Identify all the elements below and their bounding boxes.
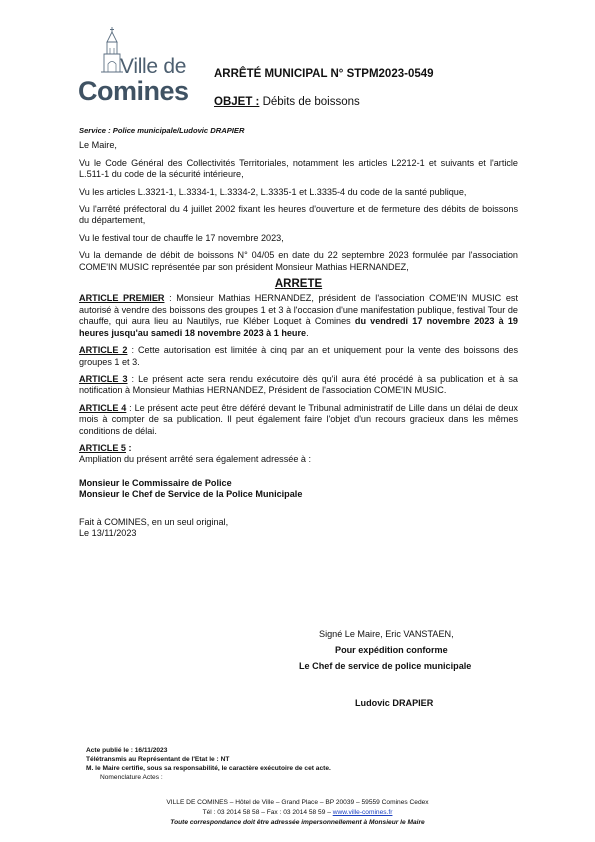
destinataires-list [79, 478, 518, 501]
service-line: Service : Police municipale/Ludovic DRAPIER [79, 126, 245, 135]
arrete-heading: ARRETE [274, 278, 323, 291]
nomenclature: Nomenclature Actes : [100, 774, 163, 781]
article-5 [79, 443, 518, 454]
footer-address: VILLE DE COMINES – Hôtel de Ville – Grand Place – BP 20039 – 59559 Comines Cedex [166, 799, 429, 806]
footer-tel-fax: Tél : 03 2014 58 58 – Fax : 03 2014 58 59 – [202, 809, 333, 816]
footer-note: Toute correspondance doit être adressée impersonnellement à Monsieur le Maire [170, 819, 425, 826]
article-premier-label: ARTICLE PREMIER [79, 293, 165, 304]
destinataire-item: Monsieur le Commissaire de Police [79, 477, 232, 488]
article-2-label: ARTICLE 2 [79, 345, 128, 356]
article-3-text: : Le présent acte sera rendu exécutoire dès qu'il aura été procédé à sa publication et à sa notification à Monsieur Mathias HERNANDEZ, Président de l'association COME'IN MUSIC. [79, 373, 518, 396]
destinataire-item: Monsieur le Chef de Service de la Police Municipale [79, 489, 303, 500]
ampliation-text: Ampliation du présent arrêté sera également adressée à : [79, 454, 312, 465]
vu-paragraph-5: Vu la demande de débit de boissons N° 04/05 en date du 22 septembre 2023 formulée par l'association COME'IN MUSIC représentée par son président Monsieur Mathias HERNANDEZ, [79, 250, 518, 272]
website-link[interactable]: www.ville-comines.fr [332, 809, 393, 816]
logo-ville-text: Ville de [120, 55, 187, 78]
vu-paragraph-1: Vu le Code Général des Collectivités Territoriales, notamment les articles L2212-1 et suivants et l'article L.511-1 du code de la sécurité intérieure, [79, 157, 518, 180]
article-premier-text: : Monsieur Mathias HERNANDEZ, président de l'association COME'IN MUSIC est autorisé à vendre des boissons des groupes 1 et 3 à l'occasion d'une manifestation publique, festival Tour de chauffe, qui aura lieu au Nautilys, rue Kléber Loquet à Comines [79, 293, 518, 327]
vu-paragraph-4: Vu le festival tour de chauffe le 17 novembre 2023, [79, 232, 284, 243]
chef-de-service: Le Chef de service de police municipale [299, 661, 472, 671]
expedition-conforme: Pour expédition conforme [335, 645, 448, 655]
article-4-label: ARTICLE 4 [79, 402, 127, 413]
vu-paragraph-2: Vu les articles L.3321-1, L.3334-1, L.3334-2, L.3335-1 et L.3335-4 du code de la santé publique, [79, 186, 467, 197]
publication-info [86, 746, 331, 782]
objet-line [214, 96, 360, 108]
article-3 [79, 374, 518, 397]
logo-comines-text: Comines [78, 76, 189, 106]
comines-logo [78, 26, 198, 110]
article-4-text: : Le présent acte peut être déféré devant le Tribunal administratif de Lille dans un délai de deux mois à compter de sa publication. Il peut également faire l'objet d'un recours gracieux dans les mêmes conditions de délai. [79, 402, 518, 436]
article-premier-dates: du vendredi 17 novembre 2023 à 19 heures jusqu'au samedi 18 novembre 2023 à 1 heure [79, 316, 518, 338]
article-2 [79, 345, 518, 368]
objet-label: OBJET : [214, 96, 260, 108]
article-2-text: : Cette autorisation est limitée à cinq par an et uniquement pour la vente des boissons des groupes 1 et 3. [79, 345, 518, 367]
le-maire: Le Maire, [79, 140, 117, 151]
certification: M. le Maire certifie, sous sa responsabilité, le caractère exécutoire de cet acte. [86, 765, 331, 772]
article-5-label: ARTICLE 5 [79, 442, 126, 453]
article-4 [79, 403, 518, 437]
signe-le-maire: Signé Le Maire, Eric VANSTAEN, [319, 629, 454, 639]
fait-a-line: Fait à COMINES, en un seul original, [79, 516, 229, 527]
article-3-label: ARTICLE 3 [79, 373, 128, 384]
document-body [79, 125, 518, 539]
arrete-title: ARRÊTÉ MUNICIPAL N° STPM2023-0549 [214, 68, 434, 80]
date-line: Le 13/11/2023 [79, 527, 137, 538]
teletransmis: Télétransmis au Représentant de l'Etat le : NT [86, 756, 230, 763]
objet-text: Débits de boissons [259, 96, 360, 108]
vu-paragraph-3: Vu l'arrêté préfectoral du 4 juillet 2002 fixant les heures d'ouverture et de fermeture des débits de boissons du département, [79, 204, 518, 226]
article-premier [79, 293, 518, 339]
footer-contact [0, 808, 595, 818]
article-5-text: : [126, 442, 132, 453]
article-premier-end: . [306, 327, 309, 338]
acte-publie: Acte publié le : 16/11/2023 [86, 747, 168, 754]
signatory-name: Ludovic DRAPIER [355, 698, 434, 708]
